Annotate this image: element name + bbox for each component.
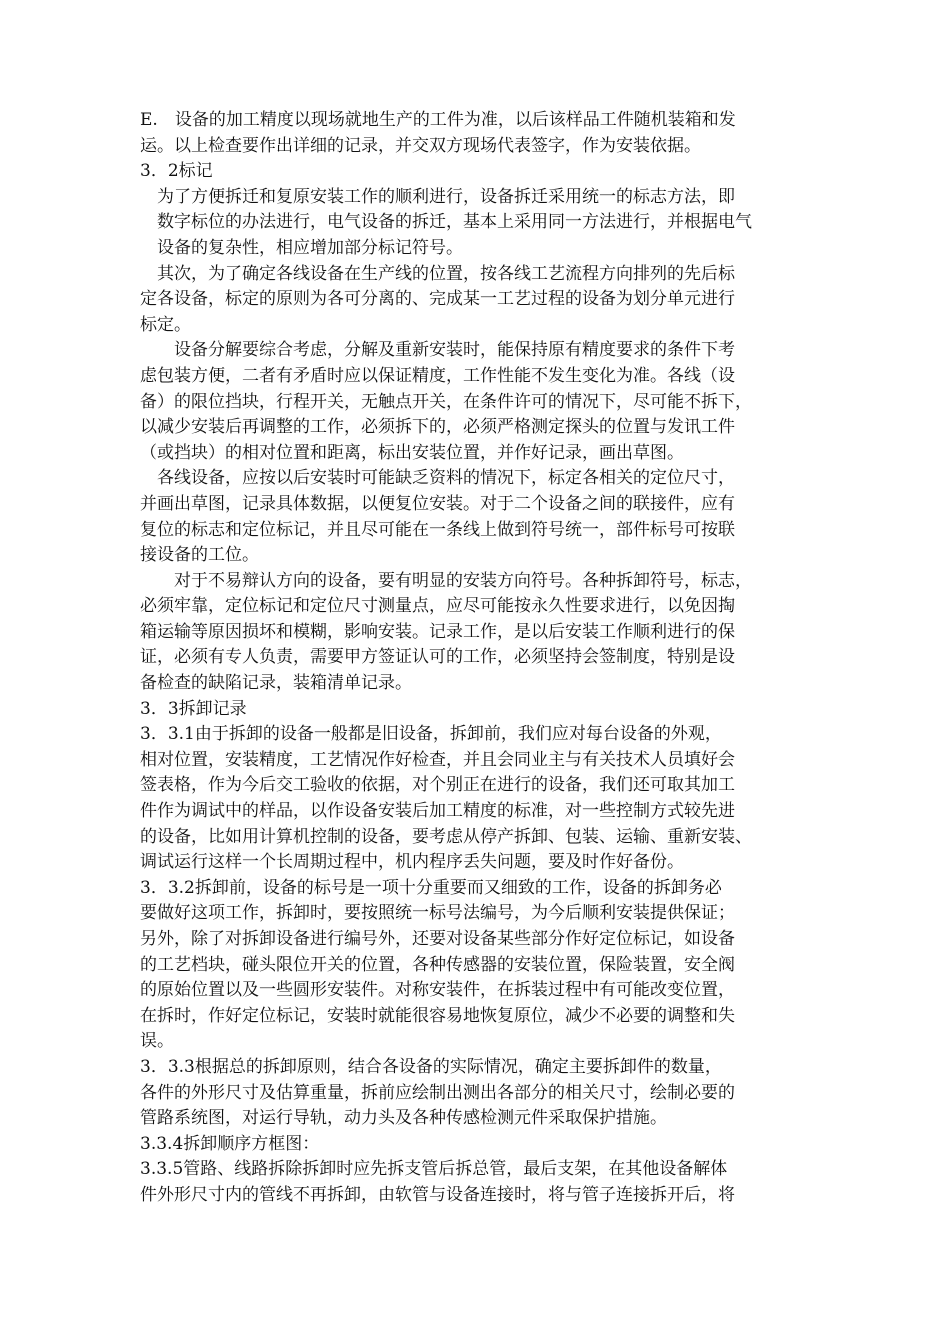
text-line: 运。以上检查要作出详细的记录，并交双方现场代表签字，作为安装依据。 — [140, 135, 701, 156]
text-line: 数字标位的办法进行，电气设备的拆迁，基本上采用同一方法进行，并根据电气 — [140, 212, 752, 233]
text-line: 各线设备，应按以后安装时可能缺乏资料的情况下，标定各相关的定位尺寸， — [140, 468, 735, 489]
text-line: 在拆时，作好定位标记，安装时就能很容易地恢复原位，减少不必要的调整和失 — [140, 1005, 735, 1026]
text-line: 管路系统图，对运行导轨，动力头及各种传感检测元件采取保护措施。 — [140, 1108, 667, 1129]
text-line: 各件的外形尺寸及估算重量，拆前应绘制出测出各部分的相关尺寸，绘制必要的 — [140, 1082, 735, 1103]
text-line: 的原始位置以及一些圆形安装件。对称安装件，在拆装过程中有可能改变位置， — [140, 980, 735, 1001]
text-line: 对于不易辩认方向的设备，要有明显的安装方向符号。各种拆卸符号，标志， — [140, 570, 752, 591]
text-line: 为了方便拆迁和复原安装工作的顺利进行，设备拆迁采用统一的标志方法，即 — [140, 186, 735, 207]
text-line: 备）的限位挡块，行程开关，无触点开关，在条件许可的情况下，尽可能不拆下， — [140, 391, 752, 412]
text-line: 必须牢靠，定位标记和定位尺寸测量点，应尽可能按永久性要求进行，以免因掏 — [140, 596, 735, 617]
text-line: 的工艺档块，碰头限位开关的位置，各种传感器的安装位置，保险装置，安全阀 — [140, 954, 735, 975]
text-line: 件作为调试中的样品，以作设备安装后加工精度的标准，对一些控制方式较先进 — [140, 801, 735, 822]
text-line: E. 设备的加工精度以现场就地生产的工件为准，以后该样品工件随机装箱和发 — [140, 110, 736, 130]
text-line: 以减少安装后再调整的工作，必须拆下的，必须严格测定探头的位置与发讯工件 — [140, 417, 735, 438]
text-line: 3．3.3根据总的拆卸原则，结合各设备的实际情况，确定主要拆卸件的数量， — [140, 1056, 722, 1077]
text-line: 备检查的缺陷记录，装箱清单记录。 — [140, 673, 412, 694]
text-line: 调试运行这样一个长周期过程中，机内程序丢失问题，要及时作好备份。 — [140, 852, 684, 873]
text-line: 相对位置，安装精度，工艺情况作好检查，并且会同业主与有关技术人员填好会 — [140, 749, 735, 770]
text-line: 虑包装方便，二者有矛盾时应以保证精度，工作性能不发生变化为准。各线（设 — [140, 365, 735, 386]
text-line: 3．3.1由于拆卸的设备一般都是旧设备，拆卸前，我们应对每台设备的外观， — [140, 724, 722, 745]
text-line: 3．3.2拆卸前，设备的标号是一项十分重要而又细致的工作，设备的拆卸务必 — [140, 877, 722, 898]
text-line: 3.3.5管路、线路拆除拆卸时应先拆支管后拆总管，最后支架，在其他设备解体 — [140, 1159, 728, 1180]
text-line: 接设备的工位。 — [140, 545, 259, 566]
text-line: 的设备，比如用计算机控制的设备，要考虑从停产拆卸、包装、运输、重新安装、 — [140, 826, 752, 847]
text-line: 复位的标志和定位标记，并且尽可能在一条线上做到符号统一，部件标号可按联 — [140, 519, 735, 540]
text-line: 定各设备，标定的原则为各可分离的、完成某一工艺过程的设备为划分单元进行 — [140, 289, 735, 310]
text-line: （或挡块）的相对位置和距离，标出安装位置，并作好记录，画出草图。 — [140, 442, 684, 463]
text-line: 设备的复杂性，相应增加部分标记符号。 — [140, 237, 463, 258]
text-line: 并画出草图，记录具体数据，以便复位安装。对于二个设备之间的联接件，应有 — [140, 493, 735, 514]
body-text — [140, 108, 830, 1209]
text-line: 其次，为了确定各线设备在生产线的位置，按各线工艺流程方向排列的先后标 — [140, 263, 735, 284]
text-line: 设备分解要综合考虑，分解及重新安装时，能保持原有精度要求的条件下考 — [140, 340, 735, 361]
text-line: 标定。 — [140, 314, 191, 335]
text-line: 另外，除了对拆卸设备进行编号外，还要对设备某些部分作好定位标记，如设备 — [140, 929, 735, 949]
section-heading: 3．3拆卸记录 — [140, 698, 247, 719]
text-line: 证，必须有专人负责，需要甲方签证认可的工作，必须坚持会签制度，特别是设 — [140, 647, 735, 668]
text-line: 件外形尺寸内的管线不再拆卸，由软管与设备连接时，将与管子连接拆开后，将 — [140, 1184, 735, 1205]
text-line: 签表格，作为今后交工验收的依据，对个别正在进行的设备，我们还可取其加工 — [140, 775, 735, 796]
text-line: 3.3.4拆卸顺序方框图： — [140, 1133, 320, 1154]
text-line: 误。 — [140, 1031, 174, 1052]
text-line: 箱运输等原因损坏和模糊，影响安装。记录工作，是以后安装工作顺利进行的保 — [140, 621, 735, 642]
section-heading: 3．2标记 — [140, 161, 213, 182]
text-line: 要做好这项工作，拆卸时，要按照统一标号法编号，为今后顺利安装提供保证； — [140, 903, 735, 924]
